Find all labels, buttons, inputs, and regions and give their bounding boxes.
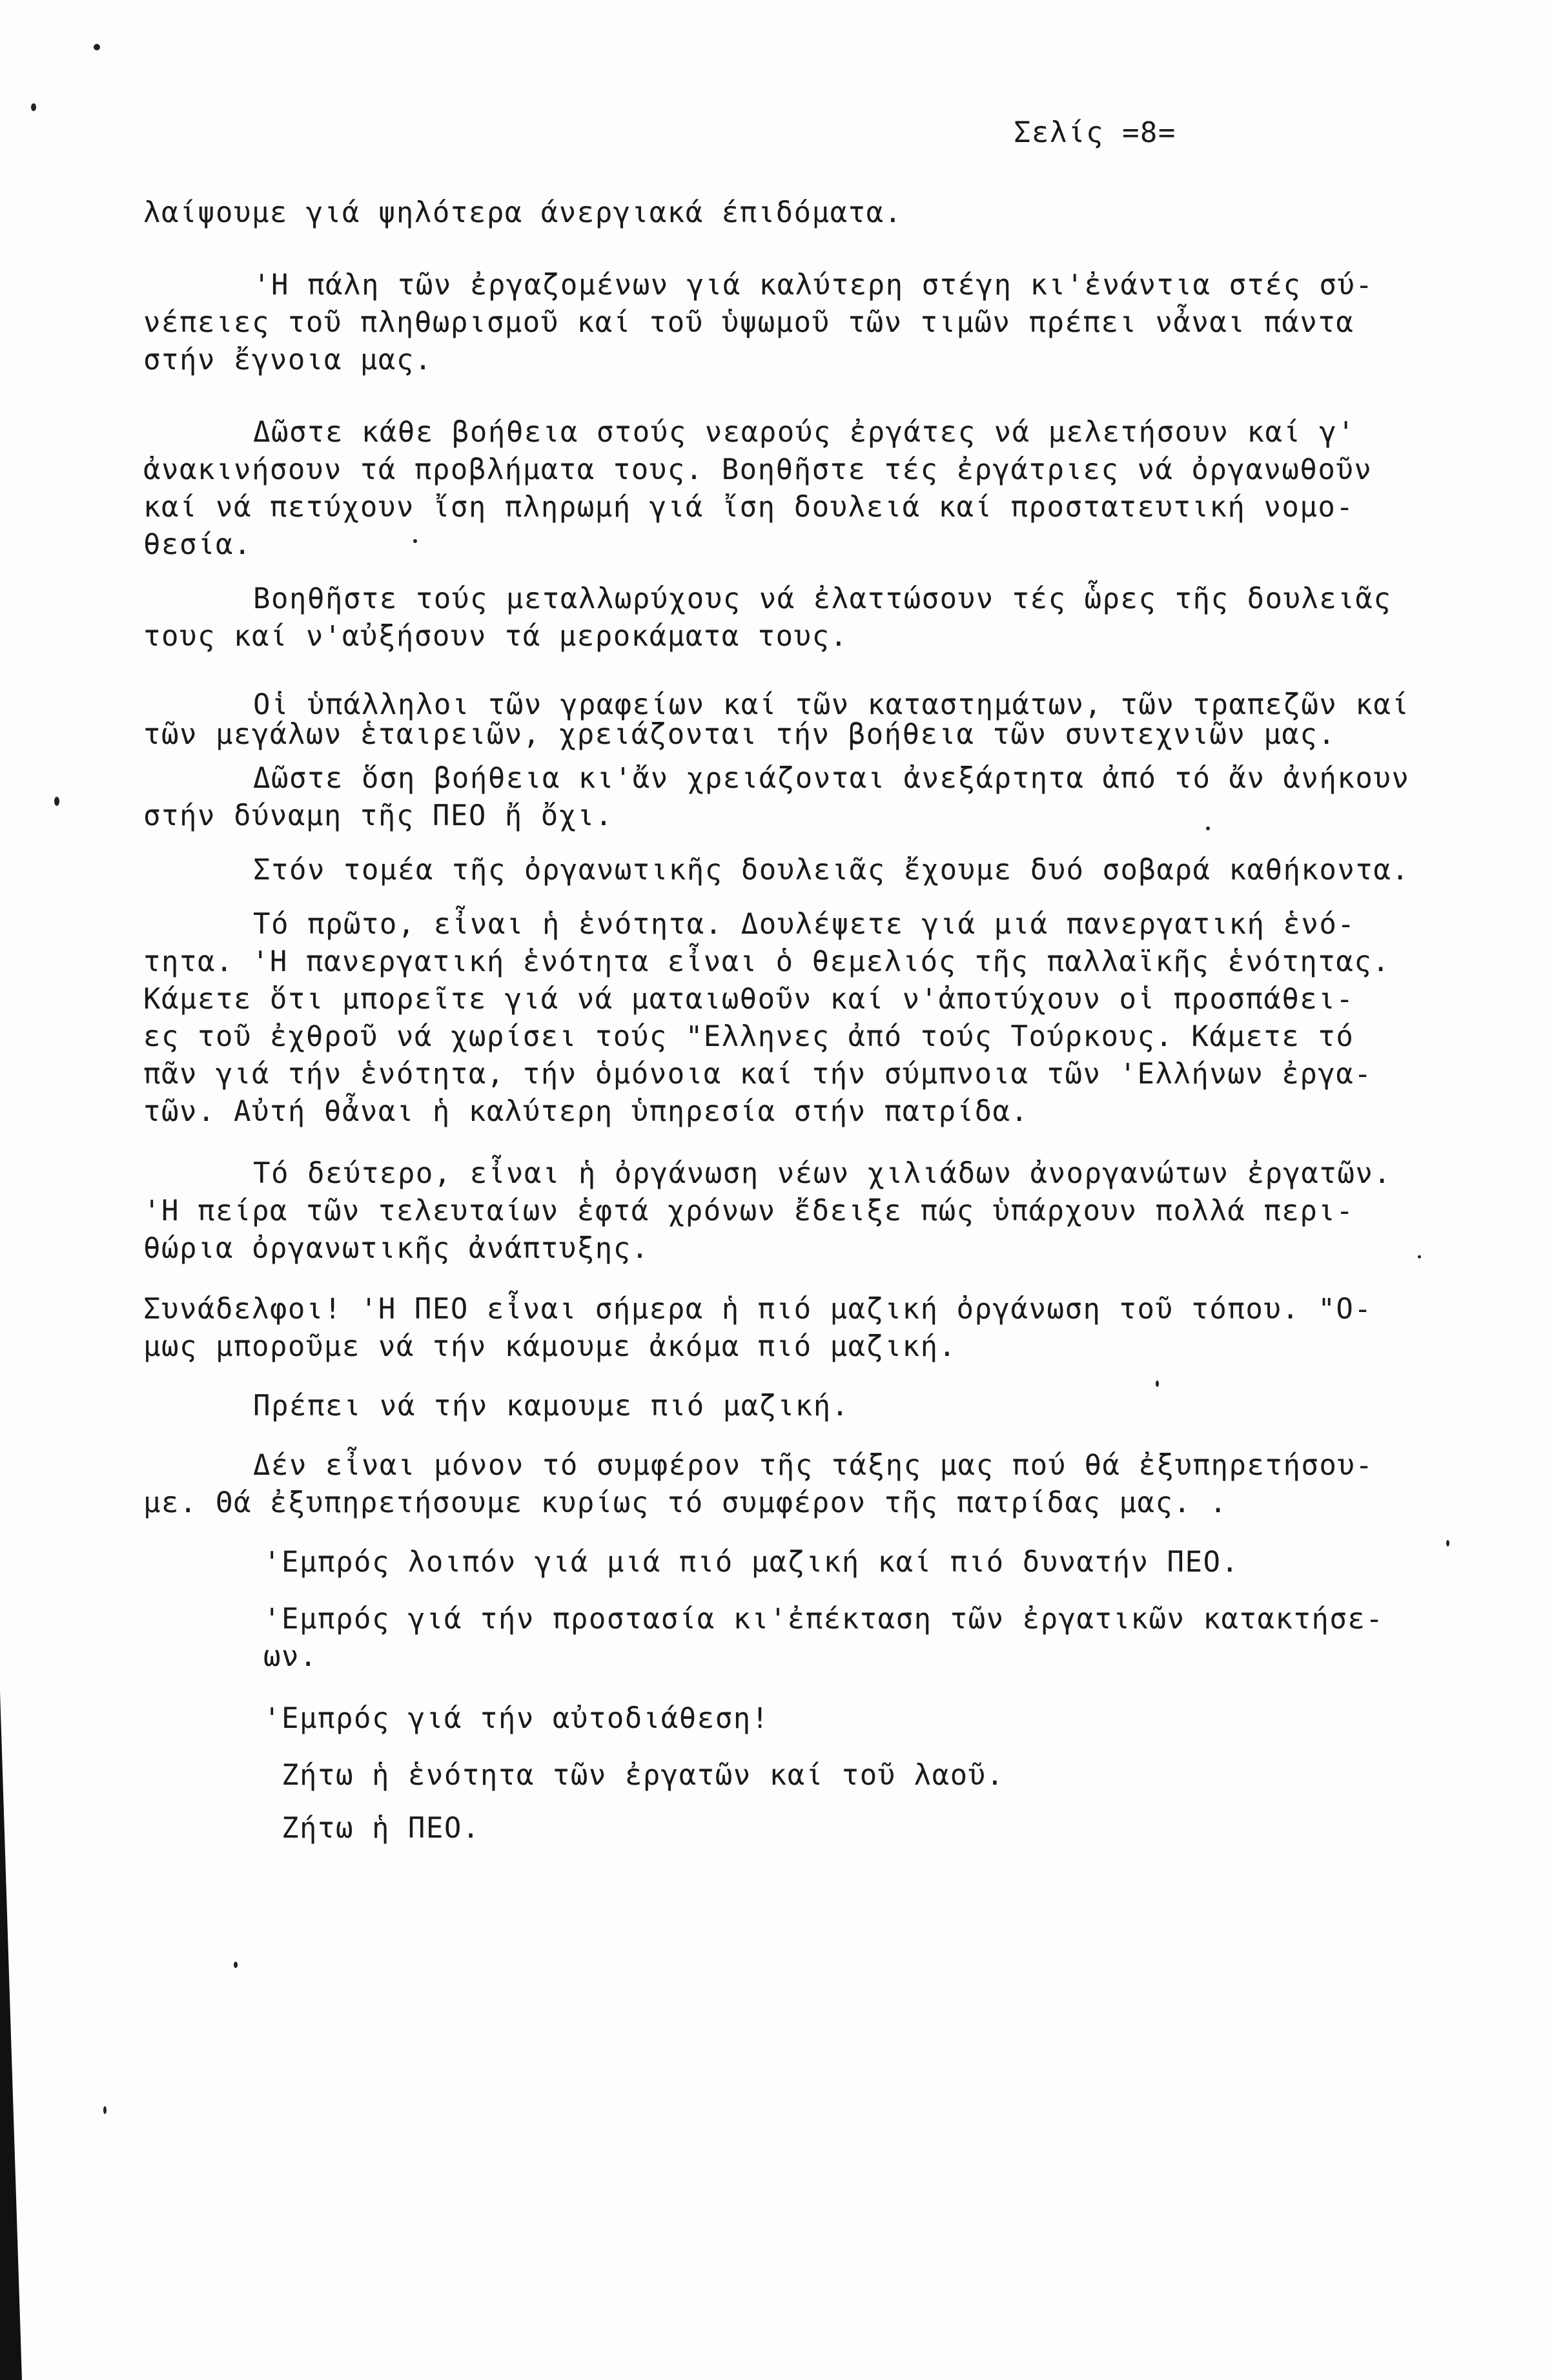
text-line: Ζήτω ἡ ΠΕΟ. [281, 1812, 480, 1845]
scan-speck [54, 797, 59, 806]
text-line: 'Η πάλη τῶν ἐργαζομένων γιά καλύτερη στέγη κι'ἐνάντια στές σύ- [253, 269, 1374, 302]
text-line: Συνάδελφοι! 'Η ΠΕΟ εἶναι σήμερα ἡ πιό μαζική ὀργάνωση τοῦ τόπου. "Ο- [143, 1293, 1373, 1326]
text-line: θώρια ὀργανωτικῆς ἀνάπτυξης. [143, 1232, 649, 1265]
text-line: στήν δύναμη τῆς ΠΕΟ ἤ ὄχι. [143, 799, 613, 832]
scan-speck [94, 44, 100, 50]
text-line: Δῶστε κάθε βοήθεια στούς νεαρούς ἐργάτες νά μελετήσουν καί γ' [253, 416, 1356, 449]
page-edge-shadow [0, 1692, 22, 2380]
scan-speck [31, 103, 36, 111]
text-line: καί νά πετύχουν ἴση πληρωμή γιά ἴση δουλειά καί προστατευτική νομο- [143, 491, 1355, 524]
text-line: 'Εμπρός γιά τήν προστασία κι'ἐπέκταση τῶν ἐργατικῶν κατακτήσε- [263, 1603, 1384, 1636]
text-line: Βοηθῆστε τούς μεταλλωρύχους νά ἐλαττώσουν τές ὧρες τῆς δουλειᾶς [253, 582, 1392, 615]
text-line: Οἱ ὑπάλληλοι τῶν γραφείων καί τῶν καταστημάτων, τῶν τραπεζῶν καί [253, 688, 1410, 721]
scan-speck [413, 539, 417, 543]
text-line: τους καί ν'αὐξήσουν τά μεροκάματα τους. [143, 620, 848, 653]
text-line: 'Εμπρός λοιπόν γιά μιά πιό μαζική καί πιό δυνατήν ΠΕΟ. [263, 1546, 1240, 1579]
scan-speck [1418, 1255, 1421, 1258]
text-line: τῶν μεγάλων ἑταιρειῶν, χρειάζονται τήν βοήθεια τῶν συντεχνιῶν μας. [143, 718, 1336, 751]
text-line: θεσία. [143, 528, 252, 561]
text-line: Πρέπει νά τήν καμουμε πιό μαζική. [253, 1390, 850, 1422]
scan-speck [103, 2106, 107, 2114]
text-line: τῶν. Αὐτή θἆναι ἡ καλύτερη ὑπηρεσία στήν πατρίδα. [143, 1095, 1029, 1128]
text-line: Ζήτω ἡ ἑνότητα τῶν ἐργατῶν καί τοῦ λαοῦ. [281, 1759, 1005, 1792]
text-line: Τό πρῶτο, εἶναι ἡ ἑνότητα. Δουλέψετε γιά μιά πανεργατική ἑνό- [253, 908, 1356, 941]
text-line: Στόν τομέα τῆς ὀργανωτικῆς δουλειᾶς ἔχουμε δυό σοβαρά καθήκοντα. [253, 854, 1410, 887]
text-line: 'Εμπρός γιά τήν αὐτοδιάθεση! [263, 1702, 770, 1735]
scan-speck [1206, 826, 1210, 830]
text-line: μως μποροῦμε νά τήν κάμουμε ἀκόμα πιό μαζική. [143, 1330, 957, 1363]
text-line: νέπειες τοῦ πληθωρισμοῦ καί τοῦ ὑψωμοῦ τῶν τιμῶν πρέπει νἆναι πάντα [143, 306, 1355, 339]
text-line: ἀνακινήσουν τά προβλήματα τους. Βοηθῆστε τές ἐργάτριες νά ὀργανωθοῦν [143, 453, 1373, 486]
text-line: στήν ἔγνοια μας. [143, 344, 433, 376]
page-number: Σελίς =8= [1014, 116, 1176, 149]
text-line: με. Θά ἐξυπηρετήσουμε κυρίως τό συμφέρον τῆς πατρίδας μας. . [143, 1486, 1228, 1519]
text-line: πᾶν γιά τήν ἑνότητα, τήν ὁμόνοια καί τήν σύμπνοια τῶν 'Ελλήνων ἐργα- [143, 1058, 1373, 1091]
text-line: ες τοῦ ἐχθροῦ νά χωρίσει τούς "Ελληνες ἀπό τούς Τούρκους. Κάμετε τό [143, 1020, 1355, 1053]
scan-speck [1156, 1380, 1159, 1387]
text-line: ων. [263, 1640, 318, 1673]
text-line: λαίψουμε γιά ψηλότερα άνεργιακά έπιδόματα. [143, 196, 903, 229]
scan-speck [234, 1962, 238, 1968]
text-line: Δέν εἶναι μόνον τό συμφέρον τῆς τάξης μας πού θά ἐξυπηρετήσου- [253, 1449, 1374, 1482]
scan-speck [1446, 1540, 1449, 1546]
text-line: 'Η πείρα τῶν τελευταίων ἑφτά χρόνων ἔδειξε πώς ὑπάρχουν πολλά περι- [143, 1195, 1355, 1227]
text-line: τητα. 'Η πανεργατική ἑνότητα εἶναι ὁ θεμελιός τῆς παλλαϊκῆς ἑνότητας. [143, 945, 1391, 978]
text-line: Δῶστε ὅση βοήθεια κι'ἄν χρειάζονται ἀνεξάρτητα ἀπό τό ἄν ἀνήκουν [253, 762, 1410, 795]
text-line: Κάμετε ὅτι μπορεῖτε γιά νά ματαιωθοῦν καί ν'ἀποτύχουν οἱ προσπάθει- [143, 983, 1355, 1016]
text-line: Τό δεύτερο, εἶναι ἡ ὀργάνωση νέων χιλιάδων ἀνοργανώτων ἐργατῶν. [253, 1157, 1392, 1190]
